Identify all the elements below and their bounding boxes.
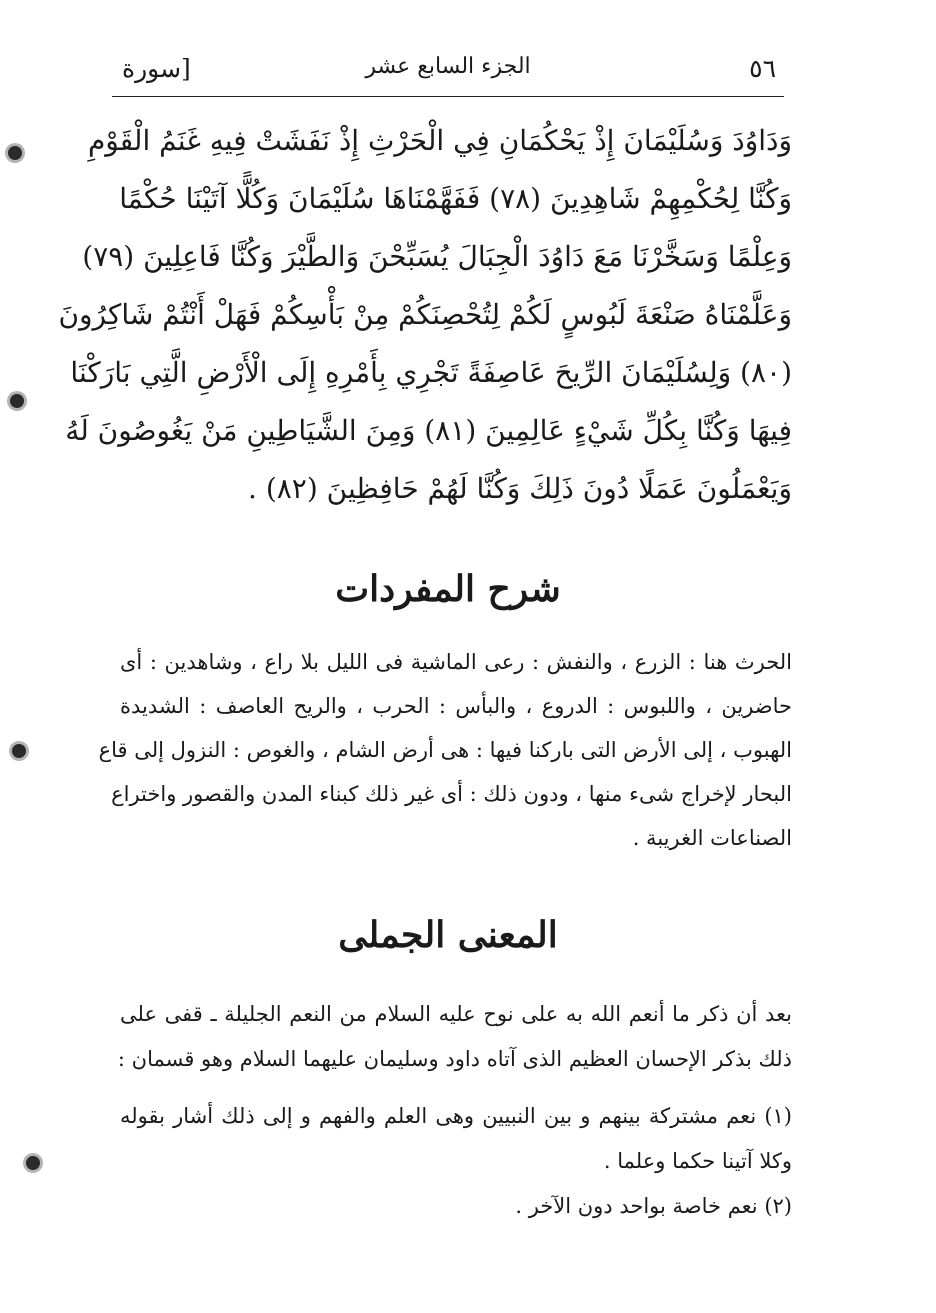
vocabulary-paragraph <box>98 640 792 860</box>
scan-speck <box>26 1156 40 1170</box>
running-title: الجزء السابع عشر <box>365 54 531 79</box>
vocabulary-line: الصناعات الغريبة . <box>632 826 792 850</box>
scan-speck <box>10 394 24 408</box>
meaning-heading: المعنى الجملى <box>338 914 558 956</box>
verse-line: وَعَلَّمْنَاهُ صَنْعَةَ لَبُوسٍ لَكُمْ لِتُحْصِنَكُمْ مِنْ بَأْسِكُمْ فَهَلْ أَنْتُمْ شَاكِرُونَ <box>58 298 792 331</box>
running-header <box>112 48 784 94</box>
quran-verses <box>58 112 792 518</box>
meaning-line: بعد أن ذكر ما أنعم الله به على نوح عليه السلام من النعم الجليلة ـ قفى على <box>120 1002 792 1026</box>
verse-line: وَدَاوُدَ وَسُلَيْمَانَ إِذْ يَحْكُمَانِ فِي الْحَرْثِ إِذْ نَفَشَتْ فِيهِ غَنَمُ الْقَوْمِ <box>87 124 792 157</box>
scan-speck <box>8 146 22 160</box>
vocabulary-line: حاضرين ، واللبوس : الدروع ، والبأس : الحرب ، والريح العاصف : الشديدة <box>120 694 792 718</box>
meaning-item-line: (٢) نعم خاصة بواحد دون الآخر . <box>515 1194 792 1218</box>
vocabulary-heading: شرح المفردات <box>335 568 561 610</box>
paragraph-gap <box>120 1082 792 1094</box>
scan-speck <box>12 744 26 758</box>
verse-line: وَيَعْمَلُونَ عَمَلًا دُونَ ذَلِكَ وَكُنَّا لَهُمْ حَافِظِينَ (٨٢) . <box>248 472 792 505</box>
verse-line: وَكُنَّا لِحُكْمِهِمْ شَاهِدِينَ (٧٨) فَفَهَّمْنَاهَا سُلَيْمَانَ وَكُلًّا آتَيْنَا حُكْمًا <box>119 182 792 215</box>
meaning-item-line: (١) نعم مشتركة بينهم و بين النبيين وهى العلم والفهم و إلى ذلك أشار بقوله <box>120 1104 792 1128</box>
verse-line: وَعِلْمًا وَسَخَّرْنَا مَعَ دَاوُدَ الْجِبَالَ يُسَبِّحْنَ وَالطَّيْرَ وَكُنَّا فَاعِلِينَ (٧٩) <box>82 240 792 273</box>
surah-label: [سورة <box>122 54 191 83</box>
header-divider <box>112 96 784 97</box>
vocabulary-line: الهبوب ، إلى الأرض التى باركنا فيها : هى أرض الشام ، والغوص : النزول إلى قاع <box>98 738 792 762</box>
verse-line: فِيهَا وَكُنَّا بِكُلِّ شَيْءٍ عَالِمِينَ (٨١) وَمِنَ الشَّيَاطِينِ مَنْ يَغُوصُونَ لَهُ <box>65 414 792 447</box>
meaning-line: ذلك بذكر الإحسان العظيم الذى آتاه داود وسليمان عليهما السلام وهو قسمان : <box>117 1047 792 1071</box>
vocabulary-line: الحرث هنا : الزرع ، والنفش : رعى الماشية فى الليل بلا راع ، وشاهدين : أى <box>120 650 792 674</box>
page-number: ٥٦ <box>749 54 776 83</box>
vocabulary-line: البحار لإخراج شىء منها ، ودون ذلك : أى غير ذلك كبناء المدن والقصور واختراع <box>111 782 792 806</box>
meaning-paragraph <box>117 992 792 1229</box>
meaning-item-line: وكلا آتينا حكما وعلما . <box>603 1149 792 1173</box>
verse-line: (٨٠) وَلِسُلَيْمَانَ الرِّيحَ عَاصِفَةً تَجْرِي بِأَمْرِهِ إِلَى الْأَرْضِ الَّتِي بَارَكْنَا <box>70 356 792 389</box>
